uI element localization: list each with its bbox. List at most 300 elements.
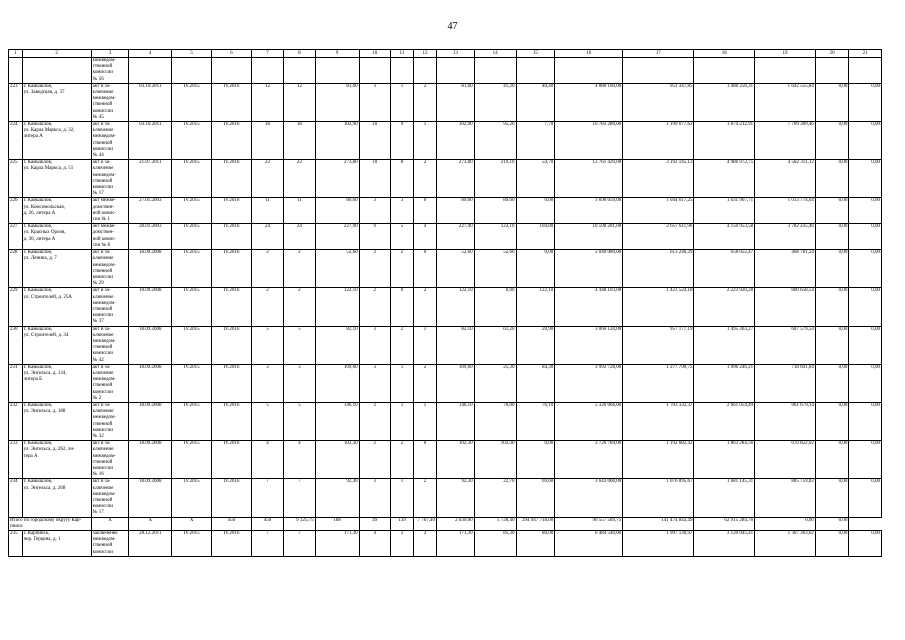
value-cell: 20,90: [516, 326, 555, 364]
document-cell-line: ственной: [92, 178, 113, 184]
value-cell: 109,60: [315, 364, 359, 402]
value-cell: 0: [413, 441, 436, 479]
document-cell: [91, 58, 129, 84]
value-cell: 7: [251, 531, 283, 557]
value-cell: 3 643 000,00: [555, 479, 623, 517]
address-cell-line: литера Б: [23, 377, 43, 383]
row-number: 227: [9, 224, 23, 250]
document-cell-line: № 42: [92, 357, 104, 363]
value-cell: 0,00: [815, 364, 848, 402]
document-cell: [91, 122, 129, 160]
document-cell-line: межведом-: [92, 134, 116, 140]
value-cell: 1 192 682,42: [623, 441, 694, 479]
value-cell: 122,10: [315, 288, 359, 326]
column-number: 21: [849, 50, 882, 58]
document-cell-line: сии № 8: [92, 242, 111, 248]
date-cell: 27.01.2003: [129, 198, 172, 224]
address-cell-line: ул. Карла Маркса, д. 51: [23, 166, 74, 172]
value-cell: 3 726 789,00: [555, 441, 623, 479]
total-value: X: [91, 517, 129, 530]
empty-cell: [22, 58, 91, 84]
value-cell: 86,00: [516, 531, 555, 557]
document-cell-line: ственной: [92, 64, 113, 70]
value-cell: 1: [413, 326, 436, 364]
column-number: 10: [359, 50, 390, 58]
address-cell-line: ул. Ленина, д. 7: [23, 256, 57, 262]
address-cell-line: д. 30, литера А: [23, 236, 56, 242]
document-cell: [91, 531, 129, 557]
table-row: [9, 326, 882, 364]
value-cell: 3 690 059,00: [555, 198, 623, 224]
column-number: 7: [251, 50, 283, 58]
empty-cell: [436, 58, 474, 84]
column-number: 18: [694, 50, 755, 58]
value-cell: 61,20: [474, 326, 516, 364]
document-cell-line: № 16: [92, 472, 104, 478]
value-cell: 0,00: [849, 224, 882, 250]
column-number: 11: [390, 50, 413, 58]
value-cell: IV.2015: [172, 326, 212, 364]
document-cell-line: комиссии: [92, 70, 113, 76]
value-cell: 1 199 677,63: [623, 122, 694, 160]
document-cell: [91, 250, 129, 288]
value-cell: IV.2015: [172, 441, 212, 479]
value-cell: 52,60: [315, 250, 359, 288]
document-cell-line: комиссии: [92, 504, 113, 510]
value-cell: 1 703 332,37: [623, 402, 694, 440]
value-cell: IV.2016: [212, 198, 252, 224]
document-cell-line: межведом-: [92, 58, 116, 63]
value-cell: 22: [284, 160, 315, 198]
value-cell: IV.2016: [212, 402, 252, 440]
value-cell: 52,60: [474, 250, 516, 288]
document-cell-line: № 44: [92, 153, 104, 159]
document-cell-line: межведом-: [92, 338, 116, 344]
value-cell: 3 060 120,00: [555, 326, 623, 364]
value-cell: 227,90: [315, 224, 359, 250]
empty-cell: [129, 58, 172, 84]
value-cell: 82,10: [315, 326, 359, 364]
value-cell: 0,00: [815, 326, 848, 364]
document-cell-line: ной комис-: [92, 210, 117, 216]
empty-cell: [755, 58, 816, 84]
value-cell: 5: [284, 402, 315, 440]
value-cell: 25,30: [474, 364, 516, 402]
value-cell: 5: [390, 224, 413, 250]
value-cell: 0,00: [815, 83, 848, 121]
value-cell: IV.2016: [212, 288, 252, 326]
value-cell: IV.2015: [172, 198, 212, 224]
value-cell: IV.2016: [212, 224, 252, 250]
document-cell-line: комиссии: [92, 351, 113, 357]
document-cell: [91, 198, 129, 224]
value-cell: 7 709 389,46: [755, 122, 816, 160]
document-cell-line: ключение: [92, 332, 114, 338]
value-cell: 2: [284, 250, 315, 288]
document-cell-line: акт и за-: [92, 402, 111, 408]
value-cell: 102,30: [315, 441, 359, 479]
value-cell: 1 997 130,97: [623, 531, 694, 557]
value-cell: 0,00: [815, 250, 848, 288]
value-cell: 1 044 617,25: [623, 198, 694, 224]
address-cell-line: г. Карпинск,: [23, 531, 50, 537]
value-cell: 273,80: [315, 160, 359, 198]
document-cell-line: акт и за-: [92, 364, 111, 370]
value-cell: 92,30: [436, 479, 474, 517]
value-cell: 0,00: [815, 122, 848, 160]
value-cell: IV.2016: [212, 364, 252, 402]
value-cell: 2 657 611,96: [623, 224, 694, 250]
document-cell-line: акт и за-: [92, 250, 111, 256]
document-cell-line: ключение: [92, 294, 114, 300]
value-cell: 0,00: [849, 288, 882, 326]
value-cell: 3: [251, 364, 283, 402]
total-value: 7 767,40: [413, 517, 436, 530]
document-cell-line: комиссии: [92, 185, 113, 191]
address-cell-line: г. Камышлов,: [23, 83, 53, 89]
date-cell: 18.09.2008: [129, 479, 172, 517]
row-number: 234: [9, 479, 23, 517]
value-cell: 4: [413, 224, 436, 250]
column-number: 16: [555, 50, 623, 58]
column-number: 13: [436, 50, 474, 58]
address-cell-line: г. Камышлов,: [23, 402, 53, 408]
column-number: 2: [22, 50, 91, 58]
value-cell: 1 277 790,75: [623, 364, 694, 402]
value-cell: 2: [251, 288, 283, 326]
total-value: 294 947 718,00: [516, 517, 555, 530]
value-cell: 613 246,29: [623, 250, 694, 288]
value-cell: 0,00: [849, 441, 882, 479]
document-cell-line: акт и за-: [92, 122, 111, 128]
table-row: [9, 479, 882, 517]
value-cell: 2: [413, 531, 436, 557]
total-label-line: пинск: [10, 523, 23, 529]
housing-register-table: [8, 49, 882, 557]
column-number: 19: [755, 50, 816, 58]
value-cell: 0,00: [815, 479, 848, 517]
address-cell-line: литера А: [23, 134, 43, 140]
value-cell: 1 863 284,56: [694, 441, 755, 479]
document-cell-line: комиссии: [92, 313, 113, 319]
value-cell: 102,90: [436, 122, 474, 160]
empty-cell: [251, 58, 283, 84]
row-number: 224: [9, 122, 23, 160]
row-number: 223: [9, 83, 23, 121]
page-number: 47: [447, 21, 458, 32]
document-cell-line: ственной: [92, 459, 113, 465]
value-cell: 146,10: [315, 402, 359, 440]
address-cell: [22, 402, 91, 440]
empty-cell: [694, 58, 755, 84]
document-cell-line: ственной: [92, 140, 113, 146]
value-cell: 3: [390, 198, 413, 224]
document-cell-line: ключение: [92, 90, 114, 96]
document-cell-line: ключение: [92, 256, 114, 262]
empty-cell: [474, 58, 516, 84]
value-cell: IV.2015: [172, 83, 212, 121]
address-cell-line: ул. Энгельса, д. 262, ли-: [23, 447, 75, 453]
value-cell: 2: [390, 326, 413, 364]
document-cell: [91, 160, 129, 198]
document-cell-line: домствен-: [92, 230, 115, 236]
document-cell-line: межведом-: [92, 415, 116, 421]
empty-cell: [623, 58, 694, 84]
address-cell-line: ул. Красных Орлов,: [23, 230, 66, 236]
value-cell: 10 783 280,00: [555, 122, 623, 160]
table-row: [9, 364, 882, 402]
value-cell: 1 423 524,18: [623, 288, 694, 326]
value-cell: 951 347,85: [623, 83, 694, 121]
document-cell-line: комиссии: [92, 427, 113, 433]
value-cell: 4 582 311,12: [755, 160, 816, 198]
address-cell-line: ул. Энгельса, д. 188: [23, 409, 66, 415]
value-cell: 7: [284, 531, 315, 557]
value-cell: 0,00: [516, 198, 555, 224]
value-cell: 2: [413, 364, 436, 402]
address-cell-line: ул. Комсомольская,: [23, 204, 65, 210]
value-cell: 3: [359, 326, 390, 364]
value-cell: 18: [284, 122, 315, 160]
date-cell: 28.01.2003: [129, 224, 172, 250]
document-cell-line: акт и за-: [92, 441, 111, 447]
value-cell: 89,60: [315, 198, 359, 224]
document-cell-line: межведом-: [92, 172, 116, 178]
value-cell: 0,00: [849, 364, 882, 402]
value-cell: 4 448 103,00: [555, 288, 623, 326]
table-row: [9, 441, 882, 479]
value-cell: 81,60: [315, 83, 359, 121]
value-cell: 8: [390, 160, 413, 198]
total-value: 0,00: [815, 517, 848, 530]
value-cell: 41,20: [474, 83, 516, 121]
address-cell-line: г. Камышлов,: [23, 250, 53, 256]
value-cell: 4: [359, 531, 390, 557]
total-value: 90 557 589,75: [555, 517, 623, 530]
total-row: [9, 517, 882, 530]
total-label: [9, 517, 92, 530]
value-cell: IV.2015: [172, 364, 212, 402]
document-cell-line: ственной: [92, 345, 113, 351]
value-cell: 0,00: [815, 531, 848, 557]
row-number: 235: [9, 531, 23, 557]
value-cell: 0,00: [815, 441, 848, 479]
date-cell: 21.07.2011: [129, 160, 172, 198]
value-cell: IV.2015: [172, 402, 212, 440]
value-cell: 1: [413, 402, 436, 440]
value-cell: 670 822,02: [755, 441, 816, 479]
value-cell: 3: [359, 83, 390, 121]
address-cell-line: д. 26, литера А: [23, 210, 56, 216]
column-number: 12: [413, 50, 436, 58]
value-cell: 5: [251, 326, 283, 364]
address-cell: [22, 288, 91, 326]
document-cell-line: ключение: [92, 166, 114, 172]
document-cell-line: комиссии: [92, 466, 113, 471]
value-cell: 2 040 080,00: [555, 250, 623, 288]
document-cell-line: № 17: [92, 191, 104, 197]
value-cell: 1 076 095,67: [623, 479, 694, 517]
date-cell: 18.09.2008: [129, 250, 172, 288]
column-number: 9: [315, 50, 359, 58]
value-cell: 69,60: [516, 479, 555, 517]
value-cell: 961 679,14: [755, 402, 816, 440]
value-cell: 2: [390, 531, 413, 557]
document-cell-line: межведом-: [92, 96, 116, 102]
table-row: [9, 402, 882, 440]
value-cell: 5: [251, 402, 283, 440]
document-cell-line: № 56: [92, 76, 104, 82]
value-cell: 2: [413, 83, 436, 121]
total-value: 2 039,00: [436, 517, 474, 530]
document-cell-line: комиссии: [92, 108, 113, 114]
address-cell-line: пер. Герцена, д. 1: [23, 537, 61, 543]
value-cell: 885 759,02: [755, 479, 816, 517]
document-cell-line: ственной: [92, 268, 113, 274]
document-cell-line: межведом-: [92, 262, 116, 268]
address-cell: [22, 364, 91, 402]
value-cell: 10 590 201,00: [555, 224, 623, 250]
value-cell: 3: [359, 198, 390, 224]
empty-cell: [815, 58, 848, 84]
document-cell-line: ключение: [92, 370, 114, 376]
document-cell-line: № 29: [92, 281, 104, 287]
value-cell: 1 642 555,84: [755, 83, 816, 121]
value-cell: 2: [390, 441, 413, 479]
value-cell: 5 326 066,00: [555, 402, 623, 440]
value-cell: 2: [359, 402, 390, 440]
document-cell-line: акт и за-: [92, 326, 111, 332]
value-cell: 227,90: [436, 224, 474, 250]
value-cell: 0,00: [849, 122, 882, 160]
date-cell: 18.09.2008: [129, 364, 172, 402]
value-cell: 1 874 212,91: [694, 122, 755, 160]
document-cell: [91, 326, 129, 364]
value-cell: 468 781,24: [755, 250, 816, 288]
empty-cell: [390, 58, 413, 84]
value-cell: 5: [284, 326, 315, 364]
table-row: [9, 83, 882, 121]
value-cell: 718 691,04: [755, 364, 816, 402]
value-cell: 102,30: [436, 441, 474, 479]
value-cell: 3 192 145,13: [623, 160, 694, 198]
document-cell-line: межведом-: [92, 377, 116, 383]
value-cell: 89,60: [474, 198, 516, 224]
document-cell: [91, 402, 129, 440]
value-cell: 104,80: [516, 224, 555, 250]
date-cell: 03.10.2011: [129, 122, 172, 160]
total-value: 5 728,40: [474, 517, 516, 530]
date-cell: 18.09.2008: [129, 288, 172, 326]
row-number: 228: [9, 250, 23, 288]
value-cell: 2: [251, 250, 283, 288]
total-value: 49: [359, 517, 390, 530]
value-cell: IV.2015: [172, 479, 212, 517]
document-cell-line: акт и за-: [92, 288, 111, 294]
value-cell: 1 495 363,27: [694, 326, 755, 364]
address-cell-line: ул. Карла Маркса, д. 32,: [23, 128, 75, 134]
address-cell: [22, 160, 91, 198]
document-cell-line: ной комис-: [92, 236, 117, 242]
address-cell: [22, 531, 91, 557]
value-cell: 1 631 967,71: [694, 198, 755, 224]
address-cell: [22, 122, 91, 160]
document-cell-line: заключение: [92, 531, 118, 537]
value-cell: 0,00: [815, 288, 848, 326]
table-row: [9, 198, 882, 224]
value-cell: 24: [284, 224, 315, 250]
document-cell-line: межведом-: [92, 537, 116, 543]
total-value: 450: [251, 517, 283, 530]
document-cell-line: ключение: [92, 128, 114, 134]
value-cell: 0,00: [849, 250, 882, 288]
column-number-row: [9, 50, 882, 58]
document-cell-line: № 32: [92, 433, 104, 439]
value-cell: 0,00: [849, 326, 882, 364]
column-number: 5: [172, 50, 212, 58]
total-value: 139: [390, 517, 413, 530]
value-cell: 2: [413, 288, 436, 326]
value-cell: 171,30: [436, 531, 474, 557]
value-cell: 24: [251, 224, 283, 250]
document-cell: [91, 83, 129, 121]
value-cell: 1: [390, 402, 413, 440]
document-cell-line: акт и за-: [92, 479, 111, 485]
value-cell: 1: [390, 479, 413, 517]
value-cell: IV.2015: [172, 160, 212, 198]
value-cell: 2: [413, 479, 436, 517]
value-cell: 18: [251, 122, 283, 160]
document-cell-line: сии № 1: [92, 217, 111, 223]
document-cell: [91, 288, 129, 326]
address-cell-line: г. Камышлов,: [23, 479, 53, 485]
address-cell-line: тера А: [23, 453, 38, 459]
value-cell: 3: [284, 364, 315, 402]
value-cell: 3: [359, 364, 390, 402]
value-cell: 1: [390, 364, 413, 402]
value-cell: 76,10: [516, 402, 555, 440]
value-cell: 9: [390, 122, 413, 160]
value-cell: 3 120 045,41: [694, 531, 755, 557]
total-value: X: [129, 517, 172, 530]
value-cell: 7: [251, 479, 283, 517]
empty-cell: [212, 58, 252, 84]
document-cell-line: акт межве-: [92, 198, 116, 204]
row-number: 229: [9, 288, 23, 326]
value-cell: 0,00: [516, 441, 555, 479]
value-cell: 219,10: [474, 160, 516, 198]
document-cell-line: комиссии: [92, 274, 113, 280]
value-cell: 3: [359, 479, 390, 517]
address-cell-line: ул. Заводская, д. 37: [23, 90, 65, 96]
value-cell: 3 992 728,00: [555, 364, 623, 402]
total-value: 9 125,75: [284, 517, 315, 530]
empty-cell: [849, 58, 882, 84]
value-cell: 40,40: [516, 83, 555, 121]
address-cell-line: ул. Строителей, д. 25А: [23, 294, 73, 300]
value-cell: 607 579,54: [755, 326, 816, 364]
address-cell: [22, 250, 91, 288]
value-cell: 1: [390, 83, 413, 121]
document-cell: [91, 479, 129, 517]
value-cell: IV.2015: [172, 288, 212, 326]
document-cell: [91, 364, 129, 402]
continuation-row: [9, 58, 882, 84]
value-cell: 102,90: [315, 122, 359, 160]
value-cell: 4: [251, 441, 283, 479]
document-cell: [91, 441, 129, 479]
document-cell-line: ственной: [92, 383, 113, 389]
